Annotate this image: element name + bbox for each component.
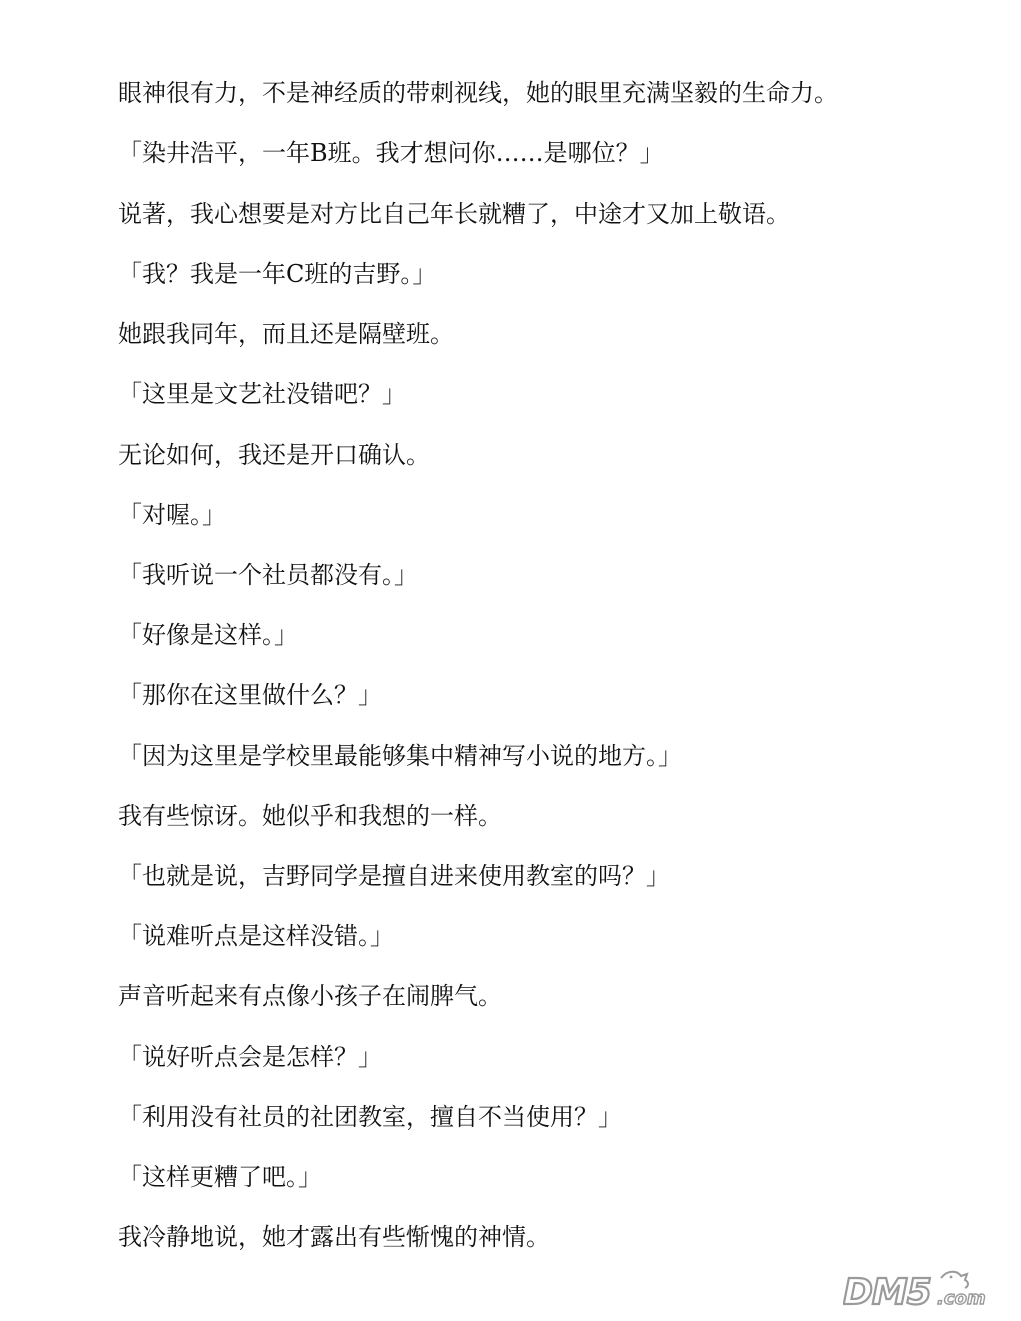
text-line: 声音听起来有点像小孩子在闹脾气。	[118, 982, 502, 1010]
text-line: 「因为这里是学校里最能够集中精神写小说的地方。」	[118, 742, 682, 770]
text-line: 「对喔。」	[118, 501, 226, 529]
svg-text:.com: .com	[937, 1288, 986, 1309]
text-line: 「说好听点会是怎样？」	[118, 1043, 382, 1071]
text-line: 「也就是说，吉野同学是擅自进来使用教室的吗？」	[118, 862, 670, 890]
text-line: 说著，我心想要是对方比自己年长就糟了，中途才又加上敬语。	[118, 200, 790, 228]
text-line: 「那你在这里做什么？」	[118, 681, 382, 709]
text-line: 「我听说一个社员都没有。」	[118, 561, 418, 589]
text-line: 我冷静地说，她才露出有些惭愧的神情。	[118, 1223, 550, 1251]
dm5-watermark-logo	[843, 1270, 1015, 1310]
text-line: 眼神很有力，不是神经质的带刺视线，她的眼里充满坚毅的生命力。	[118, 79, 838, 107]
text-line: 「这里是文艺社没错吧？」	[118, 380, 406, 408]
text-line: 她跟我同年，而且还是隔壁班。	[118, 320, 454, 348]
text-line: 「染井浩平，一年B班。我才想问你……是哪位？」	[118, 139, 664, 167]
text-line: 我有些惊讶。她似乎和我想的一样。	[118, 802, 502, 830]
text-line: 「说难听点是这样没错。」	[118, 922, 394, 950]
text-line: 无论如何，我还是开口确认。	[118, 441, 430, 469]
text-line: 「利用没有社员的社团教室，擅自不当使用？」	[118, 1103, 622, 1131]
text-line: 「好像是这样。」	[118, 621, 298, 649]
text-line: 「这样更糟了吧。」	[118, 1163, 322, 1191]
text-line: 「我？我是一年C班的吉野。」	[118, 260, 437, 288]
svg-text:DM5: DM5	[843, 1272, 931, 1310]
